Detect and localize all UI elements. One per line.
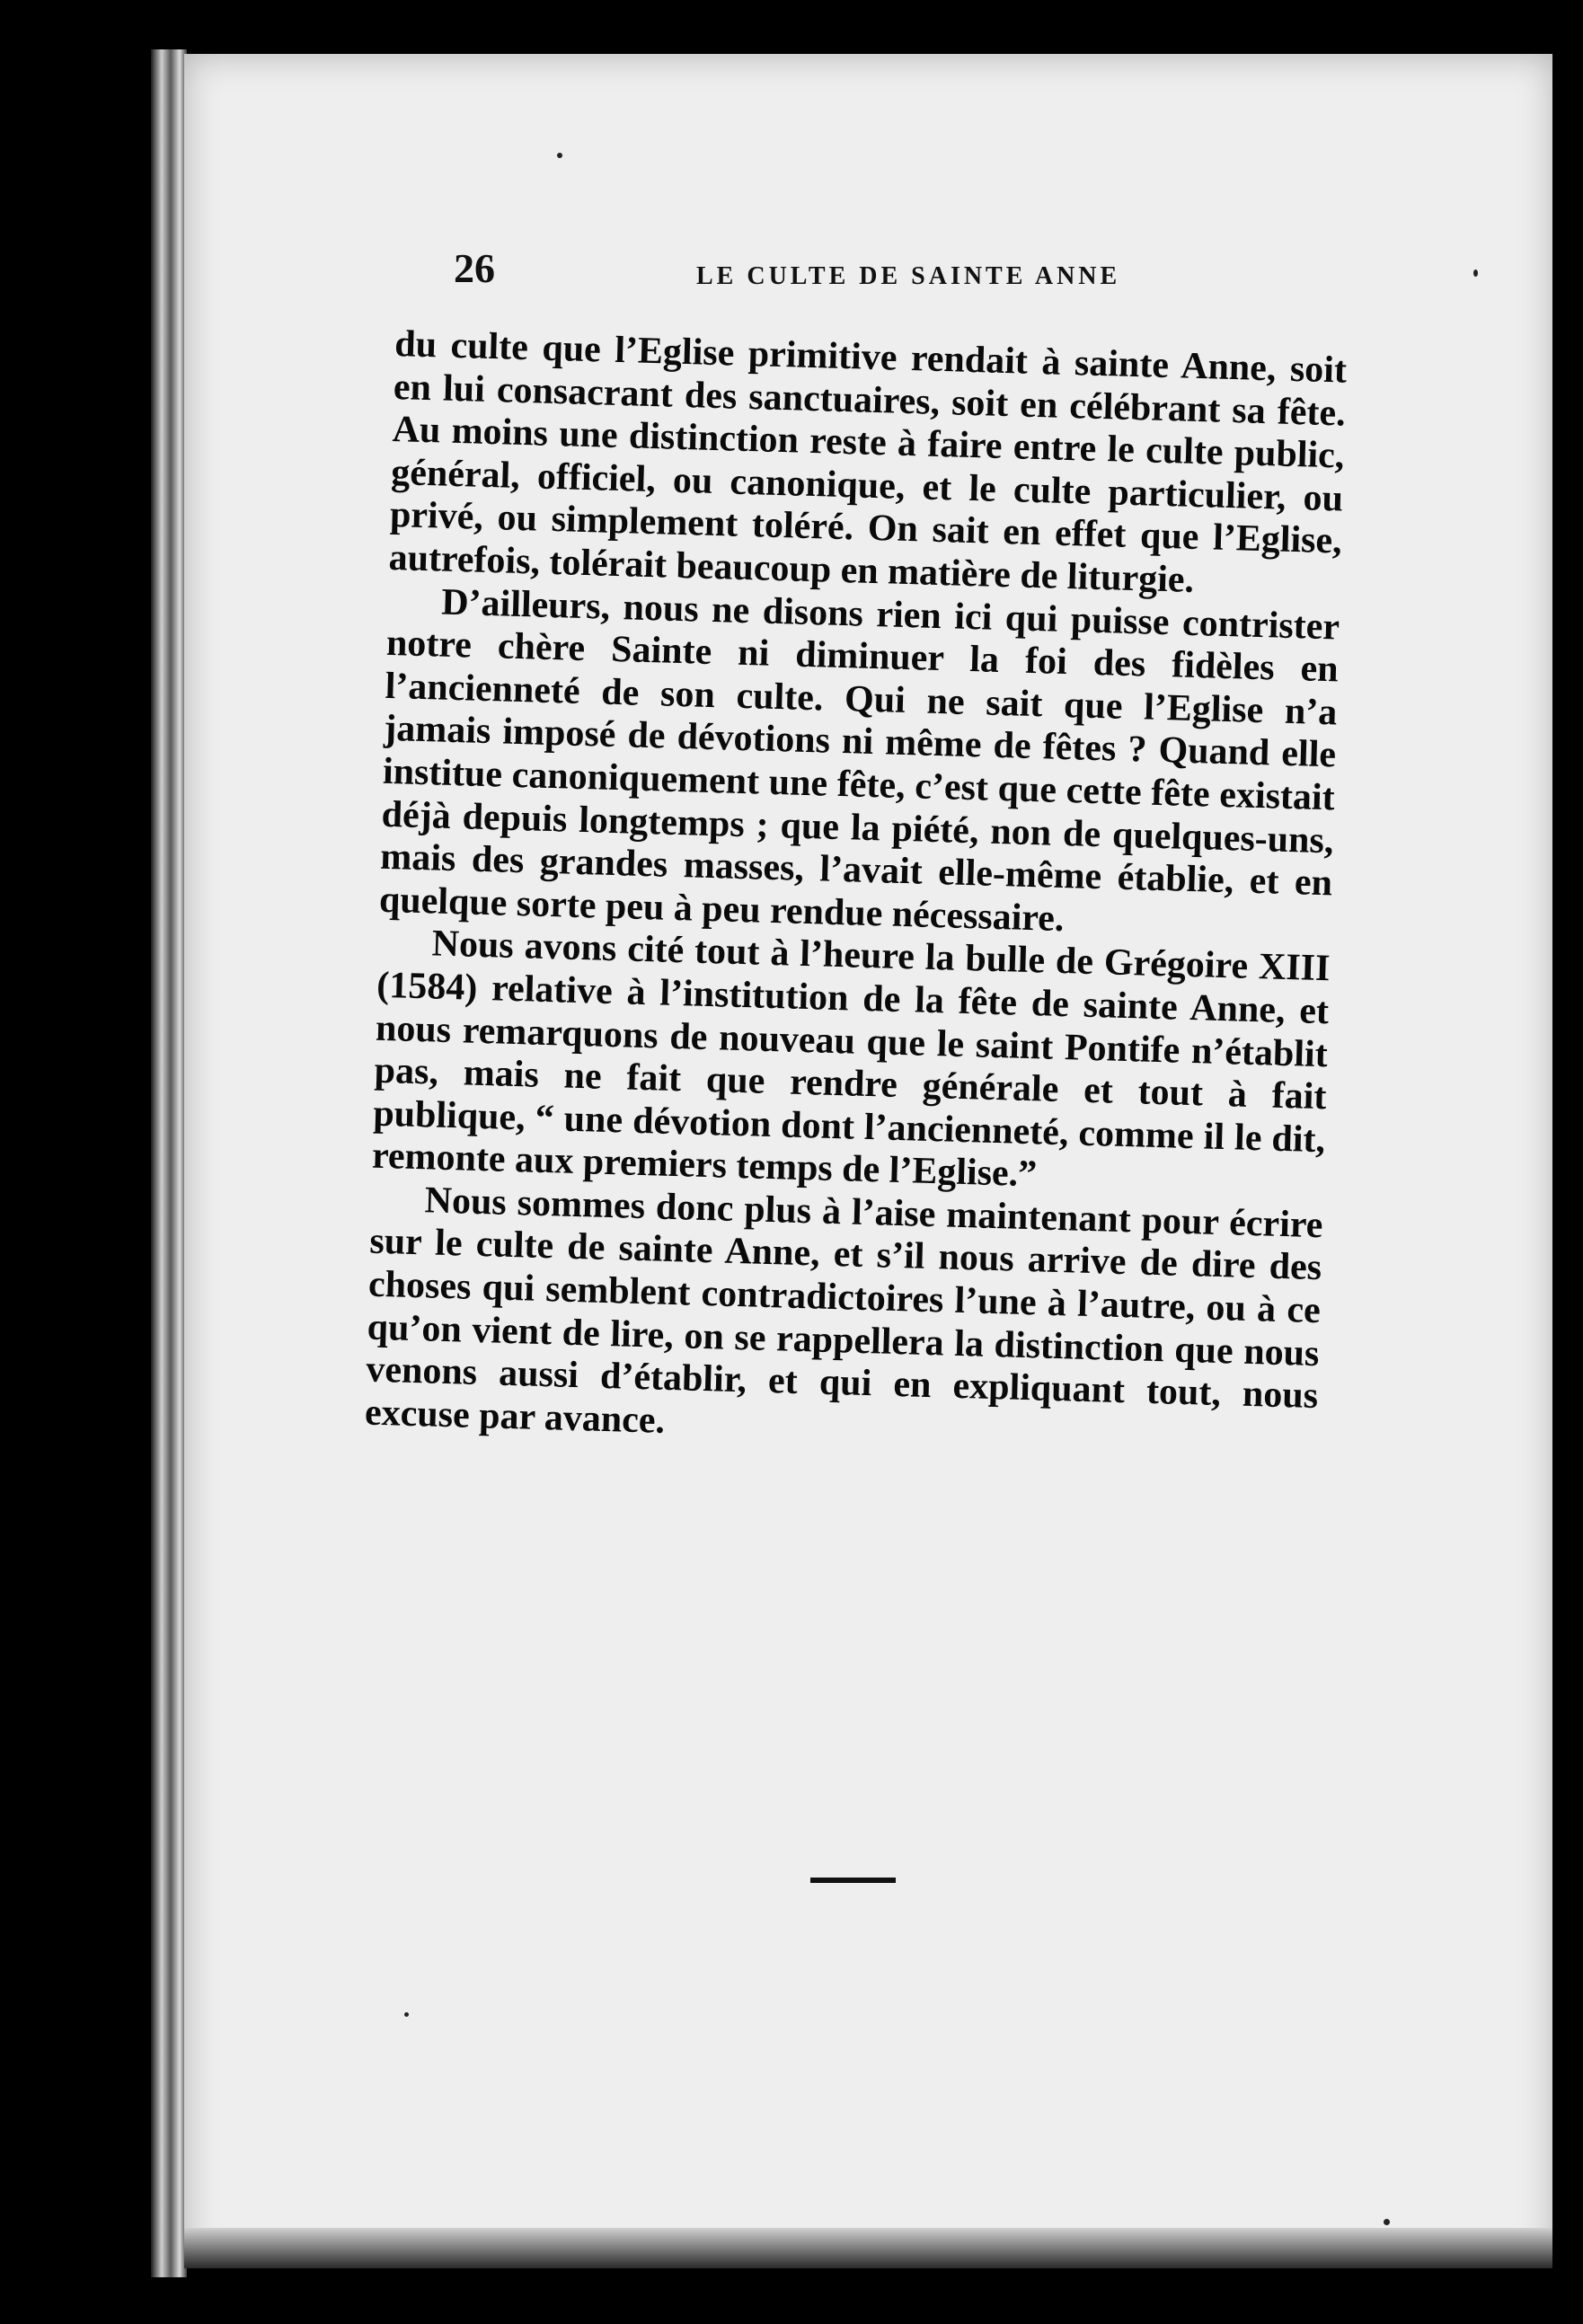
page-number: 26	[454, 245, 495, 291]
book-binding-edge	[151, 49, 187, 2277]
scan-speck	[404, 2012, 409, 2017]
page-header	[454, 244, 1352, 298]
scan-speck	[557, 153, 562, 158]
end-rule-divider	[810, 1878, 896, 1883]
paragraph: D’ailleurs, nous ne disons rien ici qui puisse contrister notre chère Sainte ni diminuer la foi des fidèles en l’ancienneté de son culte. Qui ne sait que l’Eglise n’a jamais imposé de dévotions ni même de fêtes ? Quand elle institue canoniquement une fête, c’est que cette fête existait déjà depuis longtemps ; que la piété, non de quelques-uns, mais des grandes masses, l’avait elle-même établie, et en quelque sorte peu à peu rendue nécessaire.	[378, 581, 1340, 940]
paragraph: du culte que l’Eglise primitive rendait à sainte Anne, soit en lui consacrant des sanctuaires, soit en célébrant sa fête. Au moins une distinction reste à faire entre le culte public, général, officiel, ou canonique, et le culte particulier, ou privé, ou simplement toléré. On sait en effet que l’Eglise, autrefois, tolérait beaucoup en matière de liturgie.	[388, 323, 1348, 601]
page-bottom-shadow	[184, 2228, 1554, 2268]
paragraph: Nous sommes donc plus à l’aise maintenant pour écrire sur le culte de sainte Anne, et s’il nous arrive de dire des choses qui semblent contradictoires l’une à l’autre, ou à ce qu’on vient de lire, on se rappellera la distinction que nous venons aussi d’établir, et qui en expliquant tout, nous excuse par avance.	[364, 1180, 1324, 1442]
scan-speck	[1473, 270, 1478, 277]
running-title: LE CULTE DE SAINTE ANNE	[696, 262, 1121, 290]
page-right-margin	[1552, 54, 1583, 2268]
body-text	[355, 323, 1348, 1805]
scan-speck	[1384, 2219, 1390, 2225]
paragraph: Nous avons cité tout à l’heure la bulle de Grégoire XIII (1584) relative à l’institution de la fête de sainte Anne, et nous remarquons de nouveau que le saint Pontife n’établit pas, mais ne fait que rendre générale et tout à fait publique, “ une dévotion dont l’ancienneté, comme il le dit, remonte aux premiers temps de l’Eglise.”	[371, 923, 1331, 1196]
